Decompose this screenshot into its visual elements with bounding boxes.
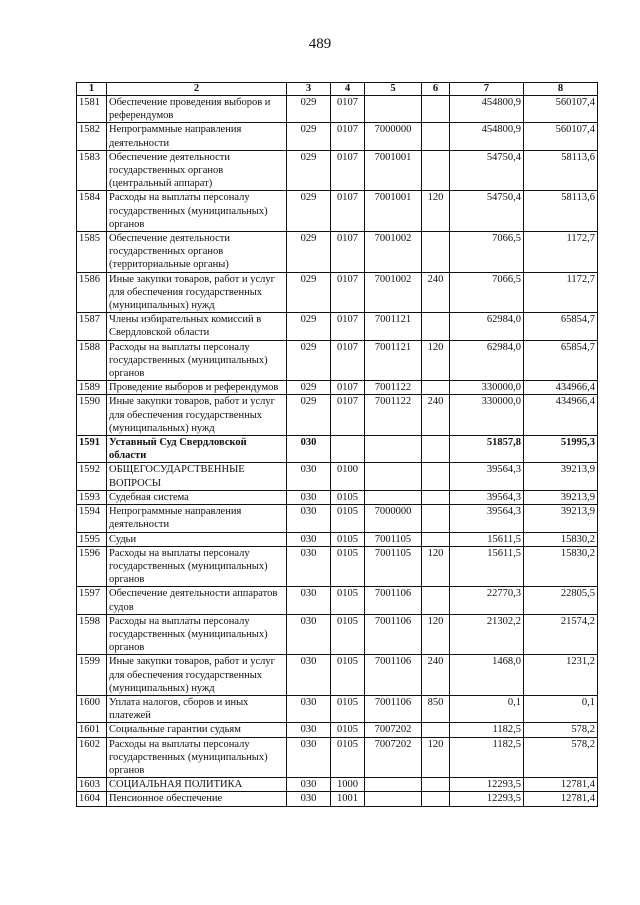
target-article-code: 7001106 <box>365 587 422 614</box>
target-article-code: 7001002 <box>365 272 422 313</box>
ministry-code: 029 <box>287 381 331 395</box>
expense-type-code <box>422 792 450 806</box>
amount-year-2: 560107,4 <box>524 123 598 150</box>
table-row <box>77 532 598 546</box>
amount-year-1: 454800,9 <box>450 96 524 123</box>
row-number: 1584 <box>77 191 107 232</box>
row-name: Иные закупки товаров, работ и услуг для обеспечения государственных (муниципальных) нужд <box>107 272 287 313</box>
table-row <box>77 150 598 191</box>
target-article-code: 7001122 <box>365 381 422 395</box>
amount-year-2: 22805,5 <box>524 587 598 614</box>
row-name: Проведение выборов и референдумов <box>107 381 287 395</box>
target-article-code: 7001002 <box>365 232 422 273</box>
row-name: Обеспечение проведения выборов и референдумов <box>107 96 287 123</box>
target-article-code: 7001121 <box>365 340 422 381</box>
ministry-code: 029 <box>287 272 331 313</box>
table-row <box>77 436 598 463</box>
ministry-code: 030 <box>287 463 331 490</box>
expense-type-code <box>422 436 450 463</box>
row-number: 1597 <box>77 587 107 614</box>
ministry-code: 029 <box>287 96 331 123</box>
row-number: 1603 <box>77 778 107 792</box>
amount-year-1: 21302,2 <box>450 614 524 655</box>
expense-type-code <box>422 490 450 504</box>
expense-type-code <box>422 150 450 191</box>
target-article-code <box>365 96 422 123</box>
row-number: 1590 <box>77 395 107 436</box>
row-number: 1601 <box>77 723 107 737</box>
amount-year-2: 0,1 <box>524 695 598 722</box>
target-article-code: 7001105 <box>365 532 422 546</box>
target-article-code <box>365 792 422 806</box>
target-article-code: 7001001 <box>365 191 422 232</box>
row-number: 1602 <box>77 737 107 778</box>
row-number: 1589 <box>77 381 107 395</box>
row-number: 1598 <box>77 614 107 655</box>
expense-type-code: 120 <box>422 614 450 655</box>
row-number: 1586 <box>77 272 107 313</box>
row-name: Обеспечение деятельности государственных органов (центральный аппарат) <box>107 150 287 191</box>
table-row <box>77 490 598 504</box>
target-article-code: 7001121 <box>365 313 422 340</box>
amount-year-1: 51857,8 <box>450 436 524 463</box>
ministry-code: 030 <box>287 490 331 504</box>
row-number: 1600 <box>77 695 107 722</box>
section-code: 0107 <box>331 272 365 313</box>
row-name: Члены избирательных комиссий в Свердловской области <box>107 313 287 340</box>
table-row <box>77 723 598 737</box>
expense-type-code <box>422 381 450 395</box>
row-name: СОЦИАЛЬНАЯ ПОЛИТИКА <box>107 778 287 792</box>
amount-year-1: 39564,3 <box>450 505 524 532</box>
amount-year-2: 39213,9 <box>524 463 598 490</box>
table-header-row <box>77 83 598 96</box>
target-article-code: 7001001 <box>365 150 422 191</box>
column-header: 8 <box>524 83 598 96</box>
amount-year-1: 62984,0 <box>450 340 524 381</box>
ministry-code: 030 <box>287 792 331 806</box>
expense-type-code: 120 <box>422 191 450 232</box>
row-name: Расходы на выплаты персоналу государственных (муниципальных) органов <box>107 546 287 587</box>
section-code <box>331 436 365 463</box>
row-name: Расходы на выплаты персоналу государственных (муниципальных) органов <box>107 340 287 381</box>
expense-type-code <box>422 723 450 737</box>
section-code: 0107 <box>331 191 365 232</box>
expense-type-code: 240 <box>422 272 450 313</box>
column-header: 1 <box>77 83 107 96</box>
row-number: 1594 <box>77 505 107 532</box>
table-row <box>77 792 598 806</box>
target-article-code: 7001106 <box>365 655 422 696</box>
table-row <box>77 96 598 123</box>
page-number: 489 <box>308 36 332 52</box>
amount-year-1: 39564,3 <box>450 490 524 504</box>
section-code: 1001 <box>331 792 365 806</box>
target-article-code: 7007202 <box>365 723 422 737</box>
expense-type-code <box>422 505 450 532</box>
table-row <box>77 123 598 150</box>
row-number: 1599 <box>77 655 107 696</box>
row-name: Обеспечение деятельности государственных органов (территориальные органы) <box>107 232 287 273</box>
section-code: 0105 <box>331 490 365 504</box>
budget-table <box>76 82 598 807</box>
amount-year-2: 1172,7 <box>524 232 598 273</box>
section-code: 0105 <box>331 532 365 546</box>
target-article-code <box>365 778 422 792</box>
amount-year-1: 1182,5 <box>450 737 524 778</box>
section-code: 0107 <box>331 96 365 123</box>
row-name: Судьи <box>107 532 287 546</box>
ministry-code: 030 <box>287 587 331 614</box>
table-row <box>77 695 598 722</box>
section-code: 0107 <box>331 150 365 191</box>
amount-year-1: 62984,0 <box>450 313 524 340</box>
expense-type-code: 120 <box>422 737 450 778</box>
expense-type-code <box>422 96 450 123</box>
table-row <box>77 737 598 778</box>
row-number: 1581 <box>77 96 107 123</box>
expense-type-code <box>422 778 450 792</box>
expense-type-code <box>422 232 450 273</box>
amount-year-2: 65854,7 <box>524 313 598 340</box>
amount-year-1: 54750,4 <box>450 150 524 191</box>
expense-type-code: 240 <box>422 655 450 696</box>
amount-year-1: 12293,5 <box>450 792 524 806</box>
row-name: Непрограммные направления деятельности <box>107 505 287 532</box>
expense-type-code <box>422 463 450 490</box>
amount-year-1: 39564,3 <box>450 463 524 490</box>
ministry-code: 030 <box>287 723 331 737</box>
row-name: Уплата налогов, сборов и иных платежей <box>107 695 287 722</box>
amount-year-1: 15611,5 <box>450 532 524 546</box>
row-name: Расходы на выплаты персоналу государственных (муниципальных) органов <box>107 737 287 778</box>
amount-year-2: 39213,9 <box>524 490 598 504</box>
table-row <box>77 272 598 313</box>
amount-year-1: 330000,0 <box>450 395 524 436</box>
section-code: 0107 <box>331 232 365 273</box>
row-name: Судебная система <box>107 490 287 504</box>
section-code: 1000 <box>331 778 365 792</box>
ministry-code: 030 <box>287 655 331 696</box>
row-name: Расходы на выплаты персоналу государственных (муниципальных) органов <box>107 191 287 232</box>
section-code: 0105 <box>331 546 365 587</box>
amount-year-1: 330000,0 <box>450 381 524 395</box>
ministry-code: 030 <box>287 614 331 655</box>
section-code: 0107 <box>331 381 365 395</box>
target-article-code: 7001106 <box>365 614 422 655</box>
amount-year-1: 1468,0 <box>450 655 524 696</box>
table-row <box>77 381 598 395</box>
column-header: 4 <box>331 83 365 96</box>
section-code: 0105 <box>331 587 365 614</box>
section-code: 0107 <box>331 340 365 381</box>
ministry-code: 029 <box>287 150 331 191</box>
amount-year-2: 1231,2 <box>524 655 598 696</box>
expense-type-code <box>422 587 450 614</box>
row-name: Пенсионное обеспечение <box>107 792 287 806</box>
amount-year-1: 7066,5 <box>450 232 524 273</box>
row-name: Иные закупки товаров, работ и услуг для обеспечения государственных (муниципальных) нужд <box>107 395 287 436</box>
section-code: 0107 <box>331 123 365 150</box>
section-code: 0105 <box>331 655 365 696</box>
row-number: 1592 <box>77 463 107 490</box>
section-code: 0107 <box>331 395 365 436</box>
ministry-code: 029 <box>287 313 331 340</box>
section-code: 0105 <box>331 505 365 532</box>
amount-year-2: 578,2 <box>524 737 598 778</box>
row-number: 1587 <box>77 313 107 340</box>
row-number: 1591 <box>77 436 107 463</box>
amount-year-2: 578,2 <box>524 723 598 737</box>
table-row <box>77 340 598 381</box>
table-row <box>77 505 598 532</box>
section-code: 0100 <box>331 463 365 490</box>
target-article-code: 7000000 <box>365 123 422 150</box>
ministry-code: 030 <box>287 778 331 792</box>
target-article-code: 7007202 <box>365 737 422 778</box>
amount-year-2: 12781,4 <box>524 792 598 806</box>
table-row <box>77 587 598 614</box>
table-row <box>77 778 598 792</box>
column-header: 5 <box>365 83 422 96</box>
column-header: 7 <box>450 83 524 96</box>
section-code: 0105 <box>331 695 365 722</box>
amount-year-1: 1182,5 <box>450 723 524 737</box>
amount-year-2: 12781,4 <box>524 778 598 792</box>
expense-type-code: 120 <box>422 340 450 381</box>
ministry-code: 029 <box>287 123 331 150</box>
ministry-code: 030 <box>287 737 331 778</box>
column-header: 6 <box>422 83 450 96</box>
amount-year-2: 58113,6 <box>524 150 598 191</box>
expense-type-code <box>422 313 450 340</box>
amount-year-2: 1172,7 <box>524 272 598 313</box>
amount-year-2: 15830,2 <box>524 546 598 587</box>
section-code: 0105 <box>331 737 365 778</box>
target-article-code: 7001122 <box>365 395 422 436</box>
amount-year-1: 15611,5 <box>450 546 524 587</box>
column-header: 3 <box>287 83 331 96</box>
row-name: Непрограммные направления деятельности <box>107 123 287 150</box>
row-number: 1595 <box>77 532 107 546</box>
row-name: Уставный Суд Свердловской области <box>107 436 287 463</box>
row-number: 1582 <box>77 123 107 150</box>
ministry-code: 030 <box>287 546 331 587</box>
section-code: 0105 <box>331 614 365 655</box>
amount-year-2: 560107,4 <box>524 96 598 123</box>
ministry-code: 030 <box>287 436 331 463</box>
table-row <box>77 395 598 436</box>
table-body <box>77 96 598 807</box>
row-name: Иные закупки товаров, работ и услуг для обеспечения государственных (муниципальных) нужд <box>107 655 287 696</box>
target-article-code <box>365 490 422 504</box>
ministry-code: 029 <box>287 232 331 273</box>
section-code: 0107 <box>331 313 365 340</box>
amount-year-1: 0,1 <box>450 695 524 722</box>
expense-type-code: 120 <box>422 546 450 587</box>
table-row <box>77 463 598 490</box>
expense-type-code: 850 <box>422 695 450 722</box>
ministry-code: 029 <box>287 395 331 436</box>
target-article-code <box>365 463 422 490</box>
target-article-code: 7000000 <box>365 505 422 532</box>
target-article-code: 7001106 <box>365 695 422 722</box>
amount-year-1: 12293,5 <box>450 778 524 792</box>
column-header: 2 <box>107 83 287 96</box>
expense-type-code: 240 <box>422 395 450 436</box>
amount-year-2: 39213,9 <box>524 505 598 532</box>
ministry-code: 029 <box>287 191 331 232</box>
target-article-code <box>365 436 422 463</box>
expense-type-code <box>422 123 450 150</box>
ministry-code: 029 <box>287 340 331 381</box>
row-number: 1593 <box>77 490 107 504</box>
table-row <box>77 313 598 340</box>
amount-year-1: 7066,5 <box>450 272 524 313</box>
row-number: 1604 <box>77 792 107 806</box>
row-name: ОБЩЕГОСУДАРСТВЕННЫЕ ВОПРОСЫ <box>107 463 287 490</box>
amount-year-2: 434966,4 <box>524 395 598 436</box>
amount-year-1: 54750,4 <box>450 191 524 232</box>
amount-year-1: 22770,3 <box>450 587 524 614</box>
table-row <box>77 191 598 232</box>
amount-year-1: 454800,9 <box>450 123 524 150</box>
amount-year-2: 15830,2 <box>524 532 598 546</box>
amount-year-2: 21574,2 <box>524 614 598 655</box>
ministry-code: 030 <box>287 505 331 532</box>
table-row <box>77 546 598 587</box>
table-row <box>77 614 598 655</box>
amount-year-2: 51995,3 <box>524 436 598 463</box>
target-article-code: 7001105 <box>365 546 422 587</box>
row-number: 1583 <box>77 150 107 191</box>
amount-year-2: 65854,7 <box>524 340 598 381</box>
amount-year-2: 58113,6 <box>524 191 598 232</box>
table-row <box>77 655 598 696</box>
row-number: 1588 <box>77 340 107 381</box>
row-number: 1585 <box>77 232 107 273</box>
table-row <box>77 232 598 273</box>
row-name: Расходы на выплаты персоналу государственных (муниципальных) органов <box>107 614 287 655</box>
ministry-code: 030 <box>287 532 331 546</box>
section-code: 0105 <box>331 723 365 737</box>
ministry-code: 030 <box>287 695 331 722</box>
row-name: Социальные гарантии судьям <box>107 723 287 737</box>
row-name: Обеспечение деятельности аппаратов судов <box>107 587 287 614</box>
row-number: 1596 <box>77 546 107 587</box>
expense-type-code <box>422 532 450 546</box>
amount-year-2: 434966,4 <box>524 381 598 395</box>
